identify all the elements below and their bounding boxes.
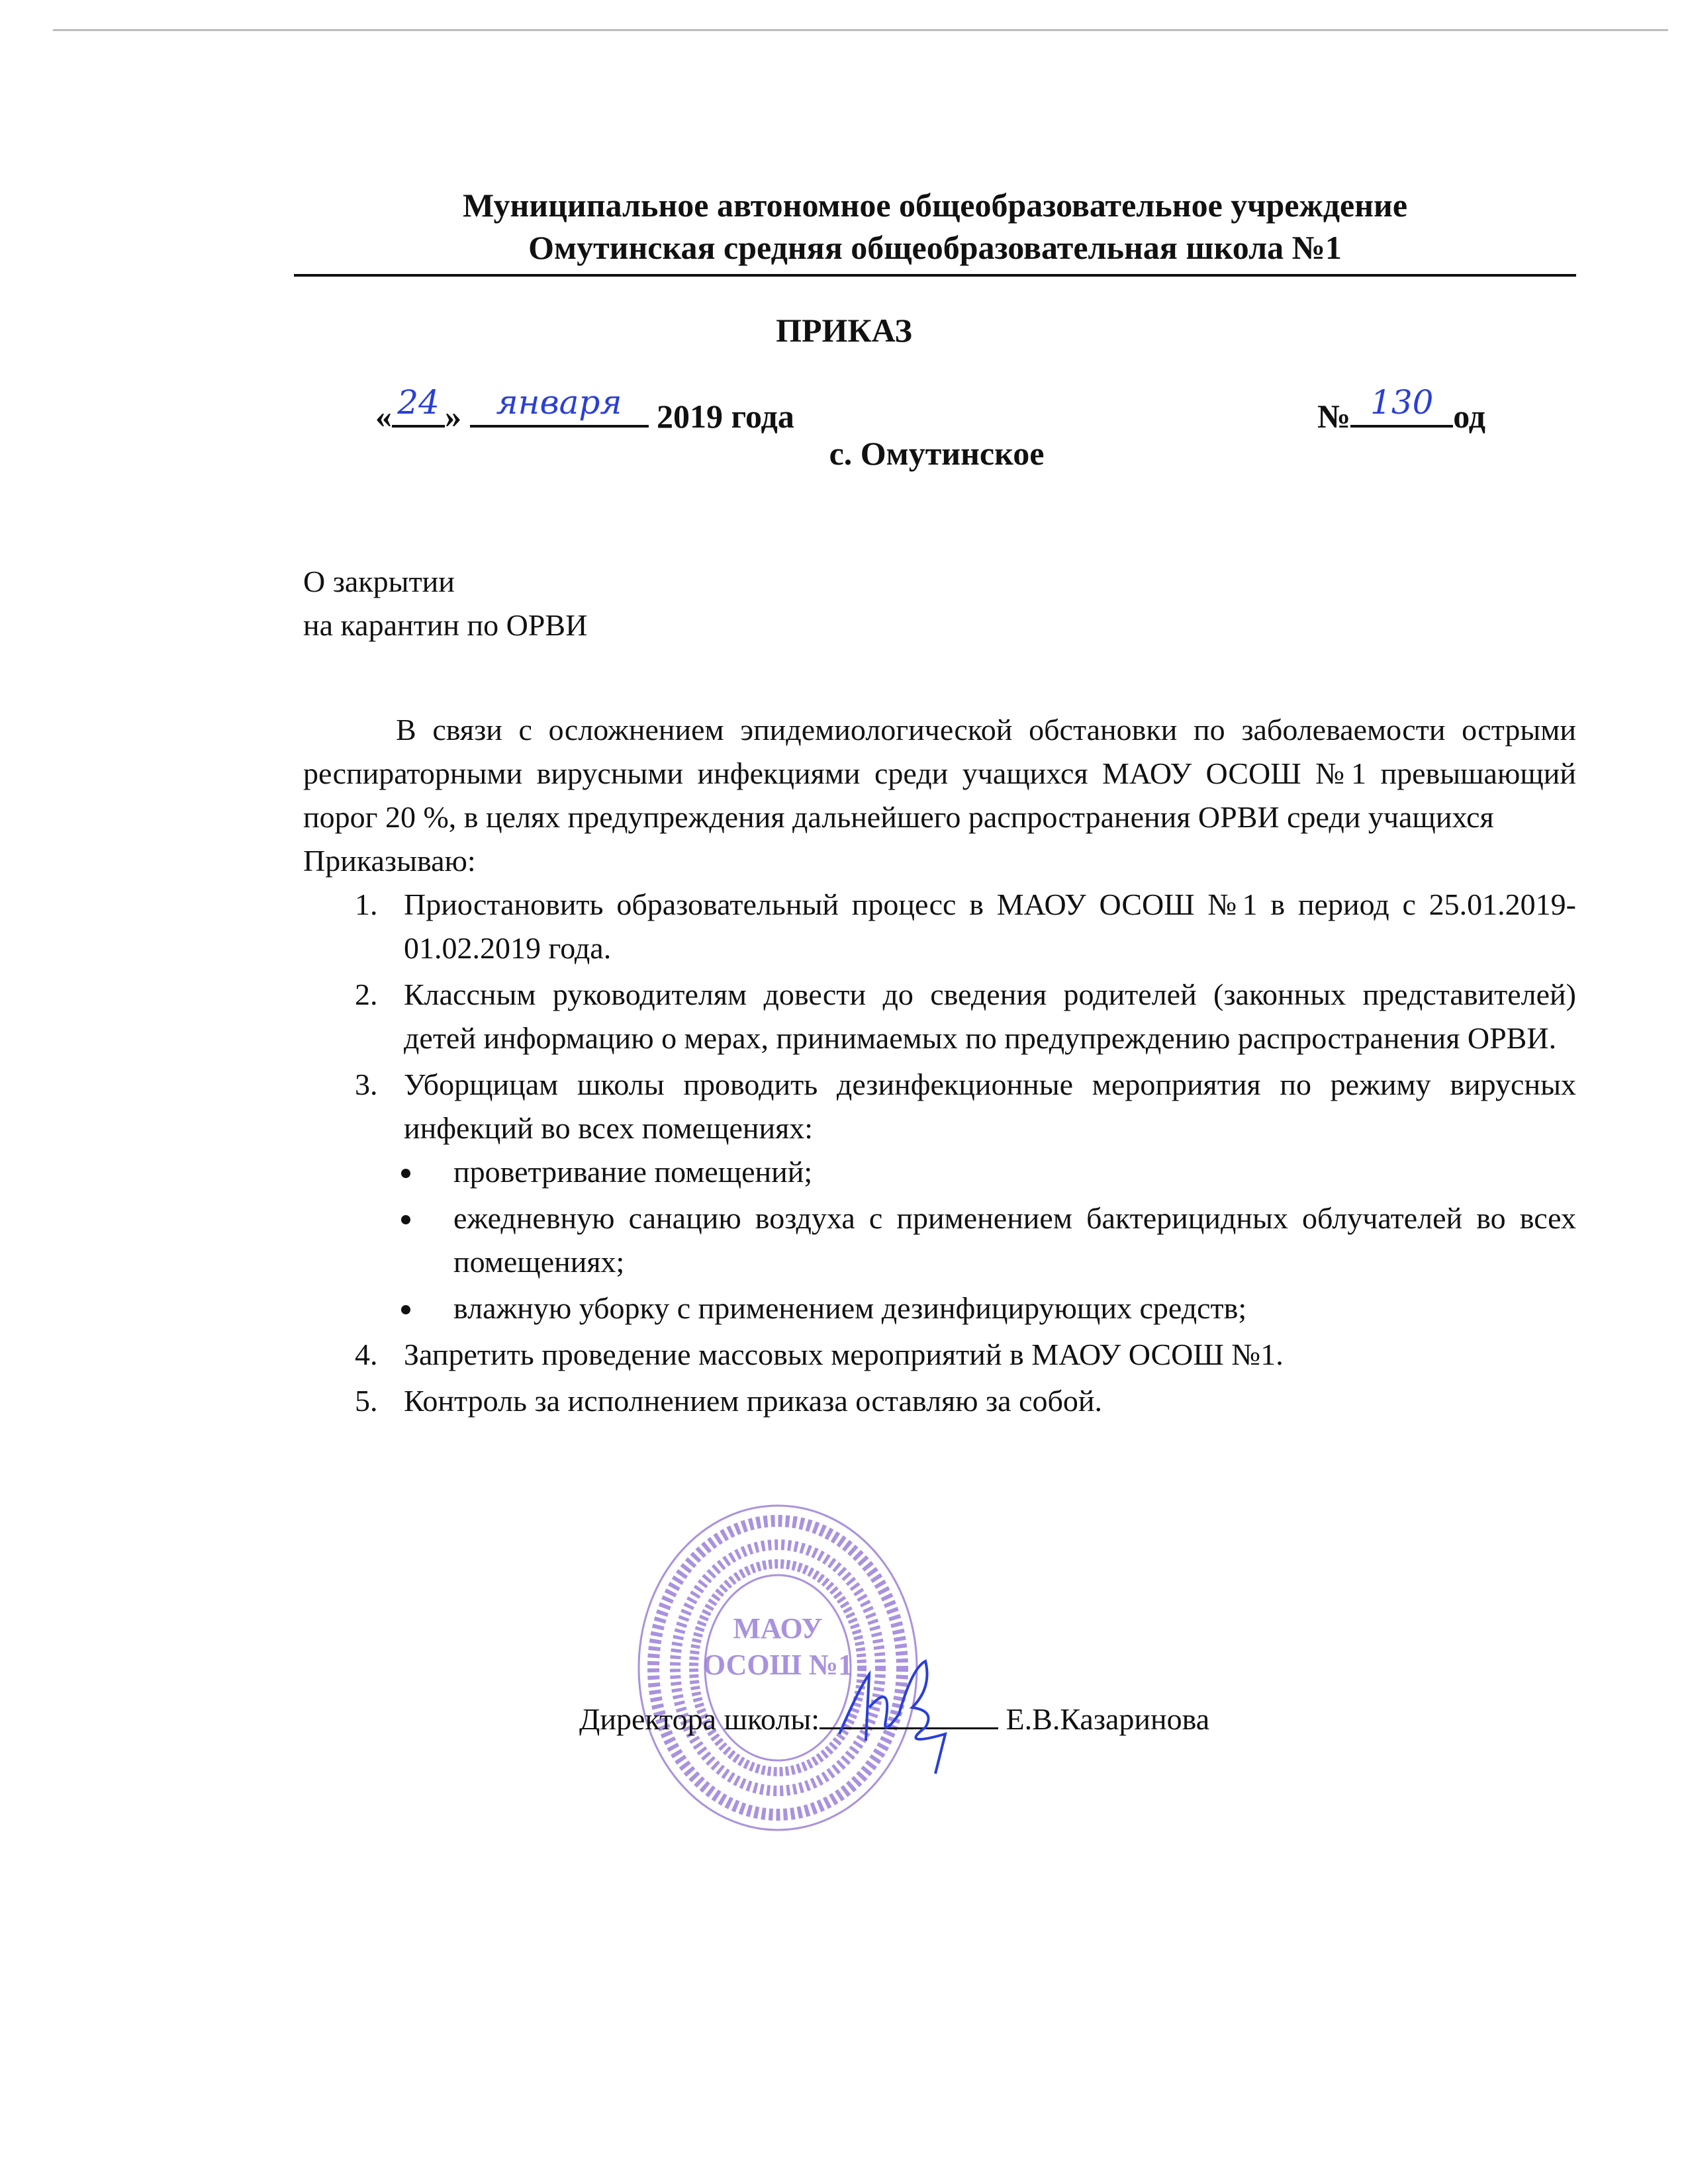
bullet-item <box>404 1150 1576 1194</box>
year-text: 2019 года <box>657 398 794 435</box>
signature-field <box>820 1698 998 1729</box>
bullet-item <box>404 1287 1576 1330</box>
subject-line2: на карантин по ОРВИ <box>303 608 588 642</box>
item-number: 1. <box>355 887 378 921</box>
place-name: с. Омутинское <box>829 435 1045 472</box>
item-number: 2. <box>355 978 378 1011</box>
order-items <box>303 883 1576 1423</box>
item-text: Классным руководителям довести до сведения родителей (законных представителей) детей информацию о мерах, принимаемых по предупреждению распространения ОРВИ. <box>404 978 1576 1055</box>
bullet-text: проветривание помещений; <box>453 1155 813 1189</box>
subject-line1: О закрытии <box>303 565 455 598</box>
signature-line <box>579 1698 1209 1741</box>
order-item <box>303 1063 1576 1330</box>
item-text: Запретить проведение массовых мероприятий в МАОУ ОСОШ №1. <box>404 1338 1284 1371</box>
org-name-line2: Омутинская средняя общеобразовательная школа №1 <box>528 229 1342 266</box>
item-text: Контроль за исполнением приказа оставляю за собой. <box>404 1384 1103 1418</box>
bullet-icon <box>401 1305 410 1314</box>
org-name-line1: Муниципальное автономное общеобразовательное учреждение <box>462 187 1408 224</box>
bullet-text: ежедневную санацию воздуха с применением бактерицидных облучателей во всех помещениях; <box>453 1201 1576 1279</box>
handwritten-signature <box>820 1648 998 1780</box>
number-sign: № <box>1317 398 1351 435</box>
svg-text:МАОУ: МАОУ <box>733 1612 823 1645</box>
bullet-icon <box>401 1169 410 1178</box>
header-rule <box>294 274 1576 277</box>
open-quote: « <box>375 398 392 435</box>
svg-text:ОСОШ №1: ОСОШ №1 <box>702 1649 853 1681</box>
bullet-list <box>404 1150 1576 1330</box>
item-text: Приостановить образовательный процесс в МАОУ ОСОШ №1 в период с 25.01.2019-01.02.2019 года. <box>404 887 1576 965</box>
document-body <box>303 708 1576 1426</box>
number-suffix: од <box>1453 398 1486 435</box>
order-item <box>303 1379 1576 1423</box>
item-number: 5. <box>355 1384 378 1418</box>
day-field <box>392 383 445 428</box>
number-field <box>1350 383 1453 428</box>
bullet-item <box>404 1197 1576 1284</box>
order-item <box>303 1333 1576 1377</box>
handwritten-day: 24 <box>397 383 440 422</box>
handwritten-number: 130 <box>1370 383 1434 422</box>
order-item <box>303 973 1576 1060</box>
signer-name: Е.В.Казаринова <box>1006 1702 1210 1736</box>
item-number: 4. <box>355 1338 378 1371</box>
order-item <box>303 883 1576 970</box>
handwritten-month: января <box>496 383 622 422</box>
preamble: В связи с осложнением эпидемиологической обстановки по заболеваемости острыми респираторными вирусными инфекциями среди учащихся МАОУ ОСОШ №1 превышающий порог 20 %, в целях предупреждения дальнейшего распространения ОРВИ среди учащихся <box>303 713 1576 834</box>
bullet-icon <box>401 1215 410 1224</box>
item-text: Уборщицам школы проводить дезинфекционные мероприятия по режиму вирусных инфекций во всех помещениях: <box>404 1068 1576 1145</box>
subject <box>303 560 587 647</box>
close-quote: » <box>445 398 461 435</box>
signer-position: Директора школы: <box>579 1702 820 1736</box>
month-field <box>470 383 649 428</box>
scan-edge-line <box>53 29 1668 31</box>
order-number-line <box>1317 383 1486 437</box>
document-title: ПРИКАЗ <box>776 312 912 349</box>
order-word: Приказываю: <box>303 844 476 878</box>
date-line <box>375 383 794 437</box>
item-number: 3. <box>355 1068 378 1101</box>
bullet-text: влажную уборку с применением дезинфицирующих средств; <box>453 1291 1247 1325</box>
